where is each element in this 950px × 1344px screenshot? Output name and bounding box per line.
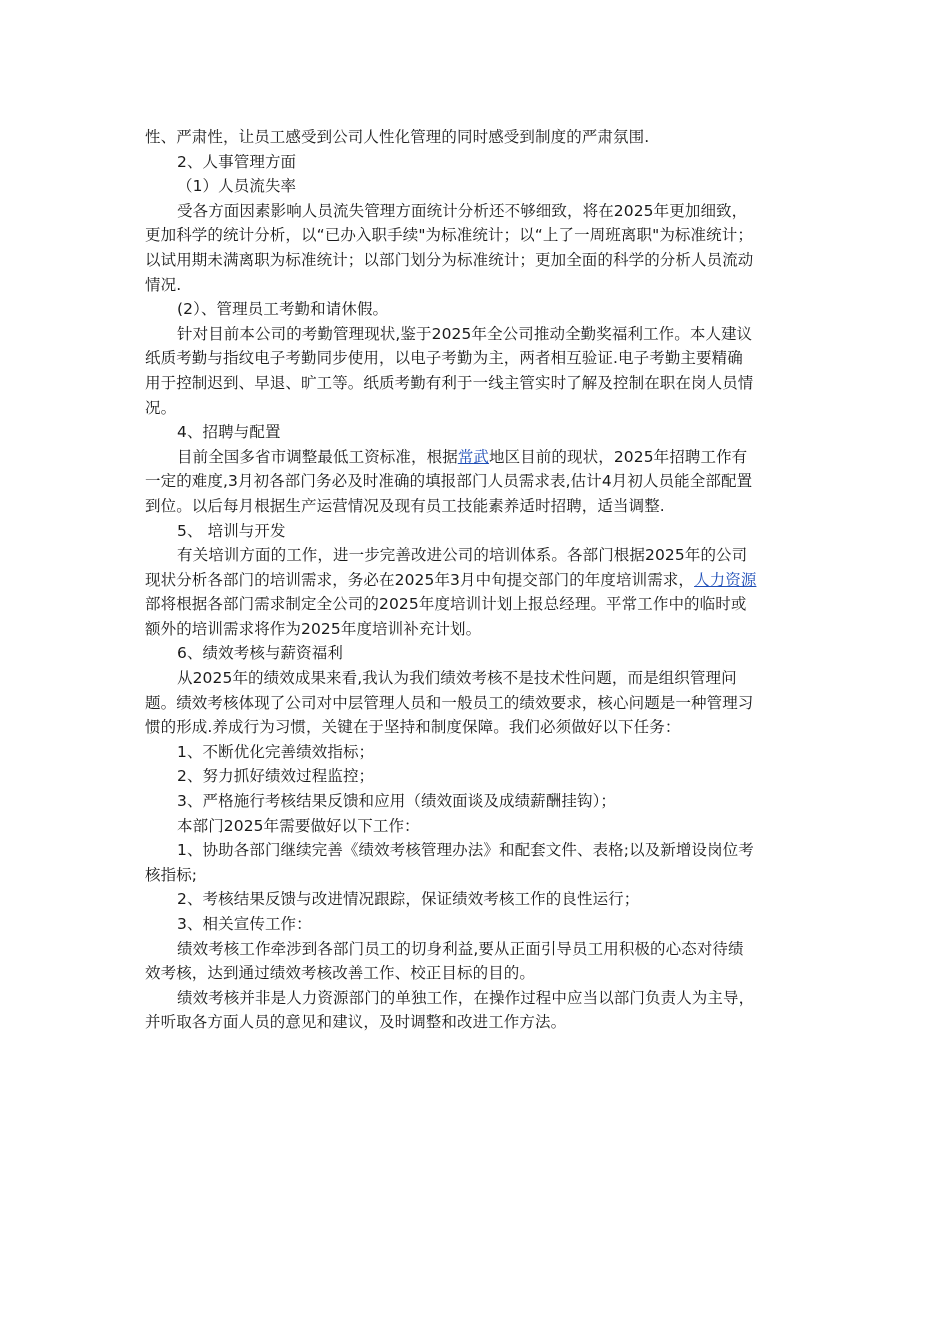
link-human-resources[interactable]: 人力资源 bbox=[694, 570, 757, 589]
task-item-1: 1、不断优化完善绩效指标； bbox=[177, 742, 375, 761]
paragraph-performance: 从2025年的绩效成果来看,我认为我们绩效考核不是技术性问题，而是组织管理问题。绩效考核体现了公司对中层管理人员和一般员工的绩效要求，核心问题是一种管理习惯的形成.养成行为习惯，关键在于坚持和制度保障。我们必须做好以下任务： bbox=[145, 669, 754, 737]
task-item-3: 3、严格施行考核结果反馈和应用（绩效面谈及成绩薪酬挂钩）； bbox=[177, 792, 617, 811]
section-heading-performance: 6、绩效考核与薪资福利 bbox=[177, 644, 343, 663]
link-changwu[interactable]: 常武 bbox=[457, 447, 490, 466]
paragraph-turnover: 受各方面因素影响人员流失管理方面统计分析还不够细致，将在2025年更加细致，更加科学的统计分析，以“已办入职手续"为标准统计；以“上了一周班离职"为标准统计；以试用期未满离职为标准统计；以部门划分为标准统计；更加全面的科学的分析人员流动情况. bbox=[145, 201, 754, 294]
recruitment-text-after: 地区目前的现状，2025年招聘工作有一定的难度,3月初各部门务必及时准确的填报部门人员需求表,估计4月初人员能全部配置到位。以后每月根据生产运营情况及现有员工技能素养适时招聘，适当调整. bbox=[145, 447, 753, 515]
paragraph-training bbox=[145, 543, 757, 641]
section-heading-recruitment: 4、招聘与配置 bbox=[177, 423, 281, 442]
subheading-turnover-rate: （1）人员流失率 bbox=[177, 177, 297, 196]
paragraph-department-work: 本部门2025年需要做好以下工作： bbox=[177, 816, 420, 835]
subheading-attendance: (2）、管理员工考勤和请休假。 bbox=[177, 300, 389, 319]
section-heading-personnel-management: 2、人事管理方面 bbox=[177, 152, 297, 171]
task-item-2: 2、努力抓好绩效过程监控； bbox=[177, 767, 375, 786]
training-text-before: 有关培训方面的工作，进一步完善改进公司的培训体系。各部门根据2025年的公司现状分析各部门的培训需求，务必在2025年3月中旬提交部门的年度培训需求， bbox=[145, 546, 748, 589]
work-item-2: 2、考核结果反馈与改进情况跟踪，保证绩效考核工作的良性运行； bbox=[177, 890, 640, 909]
training-text-after: 部将根据各部门需求制定全公司的2025年度培训计划上报总经理。平常工作中的临时或额外的培训需求将作为2025年度培训补充计划。 bbox=[145, 595, 747, 638]
work-item-3: 3、相关宣传工作： bbox=[177, 915, 312, 933]
paragraph-attendance: 针对目前本公司的考勤管理现状,鉴于2025年全公司推动全勤奖福利工作。本人建议纸质考勤与指纹电子考勤同步使用，以电子考勤为主，两者相互验证.电子考勤主要精确用于控制迟到、早退、旷工等。纸质考勤有利于一线主管实时了解及控制在职在岗人员情况。 bbox=[145, 324, 754, 417]
work-item-1: 1、协助各部门继续完善《绩效考核管理办法》和配套文件、表格;以及新增设岗位考核指标; bbox=[145, 841, 754, 884]
section-heading-training: 5、 培训与开发 bbox=[177, 521, 286, 540]
document-body bbox=[145, 125, 757, 1035]
paragraph-hr-role: 绩效考核并非是人力资源部门的单独工作，在操作过程中应当以部门负责人为主导，并听取各方面人员的意见和建议，及时调整和改进工作方法。 bbox=[145, 988, 755, 1032]
paragraph-intro-continuation: 性、严肃性，让员工感受到公司人性化管理的同时感受到制度的严肃氛围. bbox=[145, 128, 650, 146]
paragraph-recruitment bbox=[145, 445, 757, 519]
paragraph-publicity: 绩效考核工作牵涉到各部门员工的切身利益,要从正面引导员工用积极的心态对待绩效考核，达到通过绩效考核改善工作、校正目标的目的。 bbox=[145, 939, 744, 983]
recruitment-text-before: 目前全国多省市调整最低工资标准，根据 bbox=[177, 447, 458, 466]
